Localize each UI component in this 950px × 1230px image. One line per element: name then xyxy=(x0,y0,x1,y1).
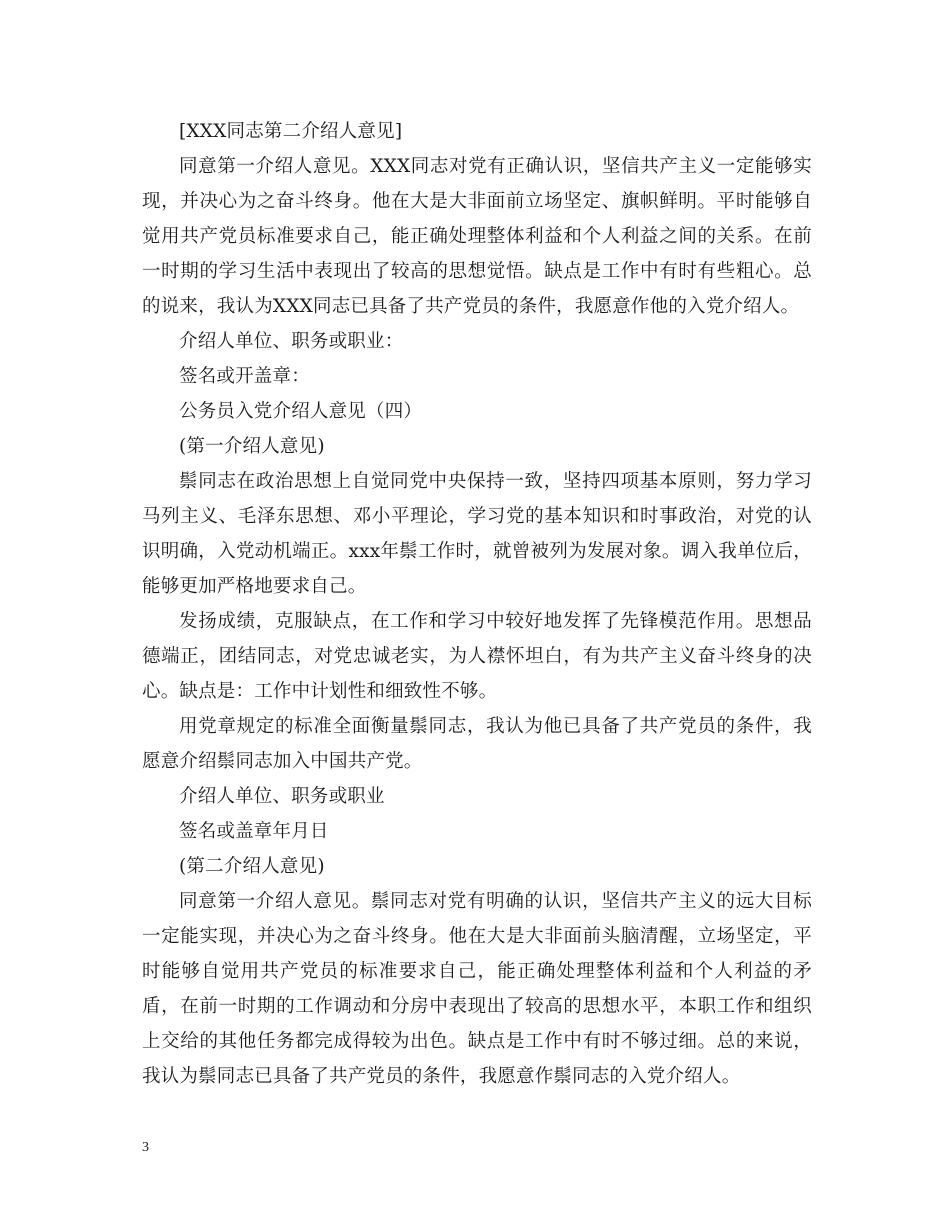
body-paragraph: 鬃同志在政治思想上自觉同党中央保持一致，坚持四项基本原则，努力学习马列主义、毛泽东思想、邓小平理论，学习党的基本知识和时事政治，对党的认识明确，入党动机端正。xxx年鬃工作时，就曾被列为发展对象。调入我单位后，能够更加严格地要求自己。 xyxy=(142,471,812,597)
body-paragraph: 同意第一介绍人意见。鬃同志对党有明确的认识，坚信共产主义的远大目标一定能实现，并决心为之奋斗终身。他在大是大非面前头脑清醒，立场坚定，平时能够自觉用共产党员的标准要求自己，能正确处理整体利益和个人利益的矛盾，在前一时期的工作调动和分房中表现出了较高的思想水平，本职工作和组织上交给的其他任务都完成得较为出色。缺点是工作中有时不够过细。总的来说，我认为鬃同志已具备了共产党员的条件，我愿意作鬃同志的入党介绍人。 xyxy=(142,891,812,1087)
section-heading-first-introducer: (第一介绍人意见) xyxy=(179,436,325,457)
signature-field-label: 介绍人单位、职务或职业： xyxy=(179,331,404,352)
signature-field-label: 介绍人单位、职务或职业 xyxy=(179,786,385,807)
section-title: 公务员入党介绍人意见（四） xyxy=(179,401,423,422)
page-number: 3 xyxy=(142,1140,149,1155)
section-heading-second-introducer: [XXX同志第二介绍人意见] xyxy=(179,121,403,142)
body-paragraph: 同意第一介绍人意见。XXX同志对党有正确认识，坚信共产主义一定能够实现，并决心为之奋斗终身。他在大是大非面前立场坚定、旗帜鲜明。平时能够自觉用共产党员标准要求自己，能正确处理整体利益和个人利益之间的关系。在前一时期的学习生活中表现出了较高的思想觉悟。缺点是工作中有时有些粗心。总的说来，我认为XXX同志已具备了共产党员的条件，我愿意作他的入党介绍人。 xyxy=(142,156,812,317)
signature-field-label: 签名或开盖章： xyxy=(179,366,310,387)
signature-field-label: 签名或盖章年月日 xyxy=(179,821,329,842)
body-paragraph: 发扬成绩，克服缺点，在工作和学习中较好地发挥了先锋模范作用。思想品德端正，团结同志，对党忠诚老实，为人襟怀坦白，有为共产主义奋斗终身的决心。缺点是：工作中计划性和细致性不够。 xyxy=(142,611,812,702)
body-paragraph: 用党章规定的标准全面衡量鬃同志，我认为他已具备了共产党员的条件，我愿意介绍鬃同志加入中国共产党。 xyxy=(142,716,812,772)
document-body xyxy=(142,114,812,1094)
section-heading-second-introducer: (第二介绍人意见) xyxy=(179,856,325,877)
